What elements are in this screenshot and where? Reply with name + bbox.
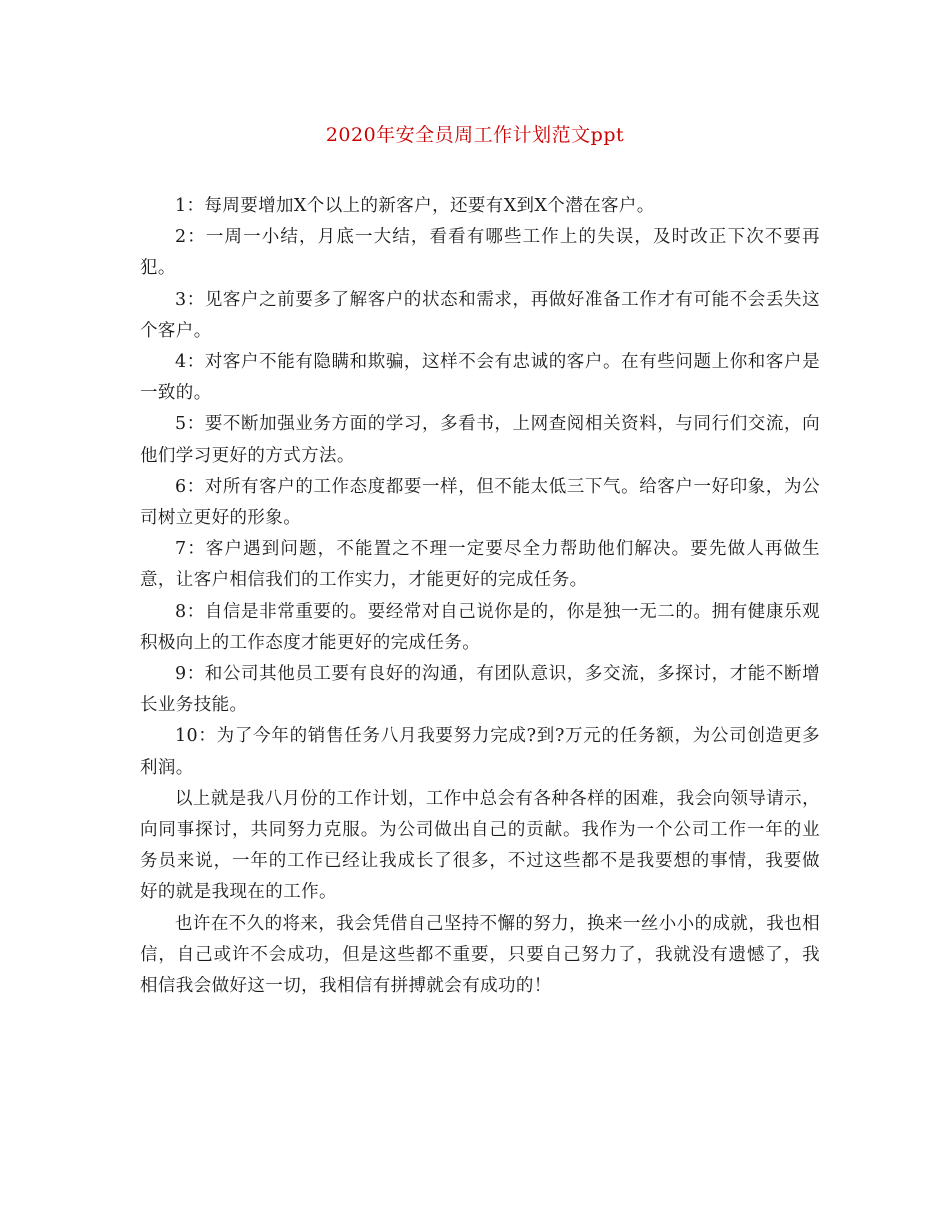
paragraph-4: 4：对客户不能有隐瞒和欺骗，这样不会有忠诚的客户。在有些问题上你和客户是一致的。 (140, 352, 820, 404)
paragraph-8: 8：自信是非常重要的。要经常对自己说你是的，你是独一无二的。拥有健康乐观积极向上的工作态度才能更好的完成任务。 (140, 601, 820, 653)
paragraph-6: 6：对所有客户的工作态度都要一样，但不能太低三下气。给客户一好印象，为公司树立更好的形象。 (140, 476, 820, 529)
paragraph-7: 7：客户遇到问题，不能置之不理一定要尽全力帮助他们解决。要先做人再做生意，让客户相信我们的工作实力，才能更好的完成任务。 (140, 539, 820, 591)
paragraph-2: 2：一周一小结，月底一大结，看看有哪些工作上的失误，及时改正下次不要再犯。 (140, 227, 820, 279)
paragraph-10: 10：为了今年的销售任务八月我要努力完成?到?万元的任务额，为公司创造更多利润。 (140, 726, 820, 778)
document-title: 2020年安全员周工作计划范文ppt (325, 124, 625, 146)
document-body (140, 191, 820, 1002)
paragraph-5: 5：要不断加强业务方面的学习，多看书，上网查阅相关资料，与同行们交流，向他们学习更好的方式方法。 (140, 414, 820, 466)
paragraph-1: 1：每周要增加X个以上的新客户，还要有X到X个潜在客户。 (175, 196, 655, 216)
paragraph-summary: 以上就是我八月份的工作计划，工作中总会有各种各样的困难，我会向领导请示，向同事探讨，共同努力克服。为公司做出自己的贡献。我作为一个公司工作一年的业务员来说，一年的工作已经让我成长了很多，不过这些都不是我要想的事情，我要做好的就是我现在的工作。 (140, 788, 820, 903)
paragraph-closing: 也许在不久的将来，我会凭借自己坚持不懈的努力，换来一丝小小的成就，我也相信，自己或许不会成功，但是这些都不重要，只要自己努力了，我就没有遗憾了，我相信我会做好这一切，我相信有拼搏就会有成功的！ (140, 913, 820, 997)
paragraph-9: 9：和公司其他员工要有良好的沟通，有团队意识，多交流，多探讨，才能不断增长业务技能。 (140, 664, 820, 716)
paragraph-3: 3：见客户之前要多了解客户的状态和需求，再做好准备工作才有可能不会丢失这个客户。 (140, 289, 820, 341)
